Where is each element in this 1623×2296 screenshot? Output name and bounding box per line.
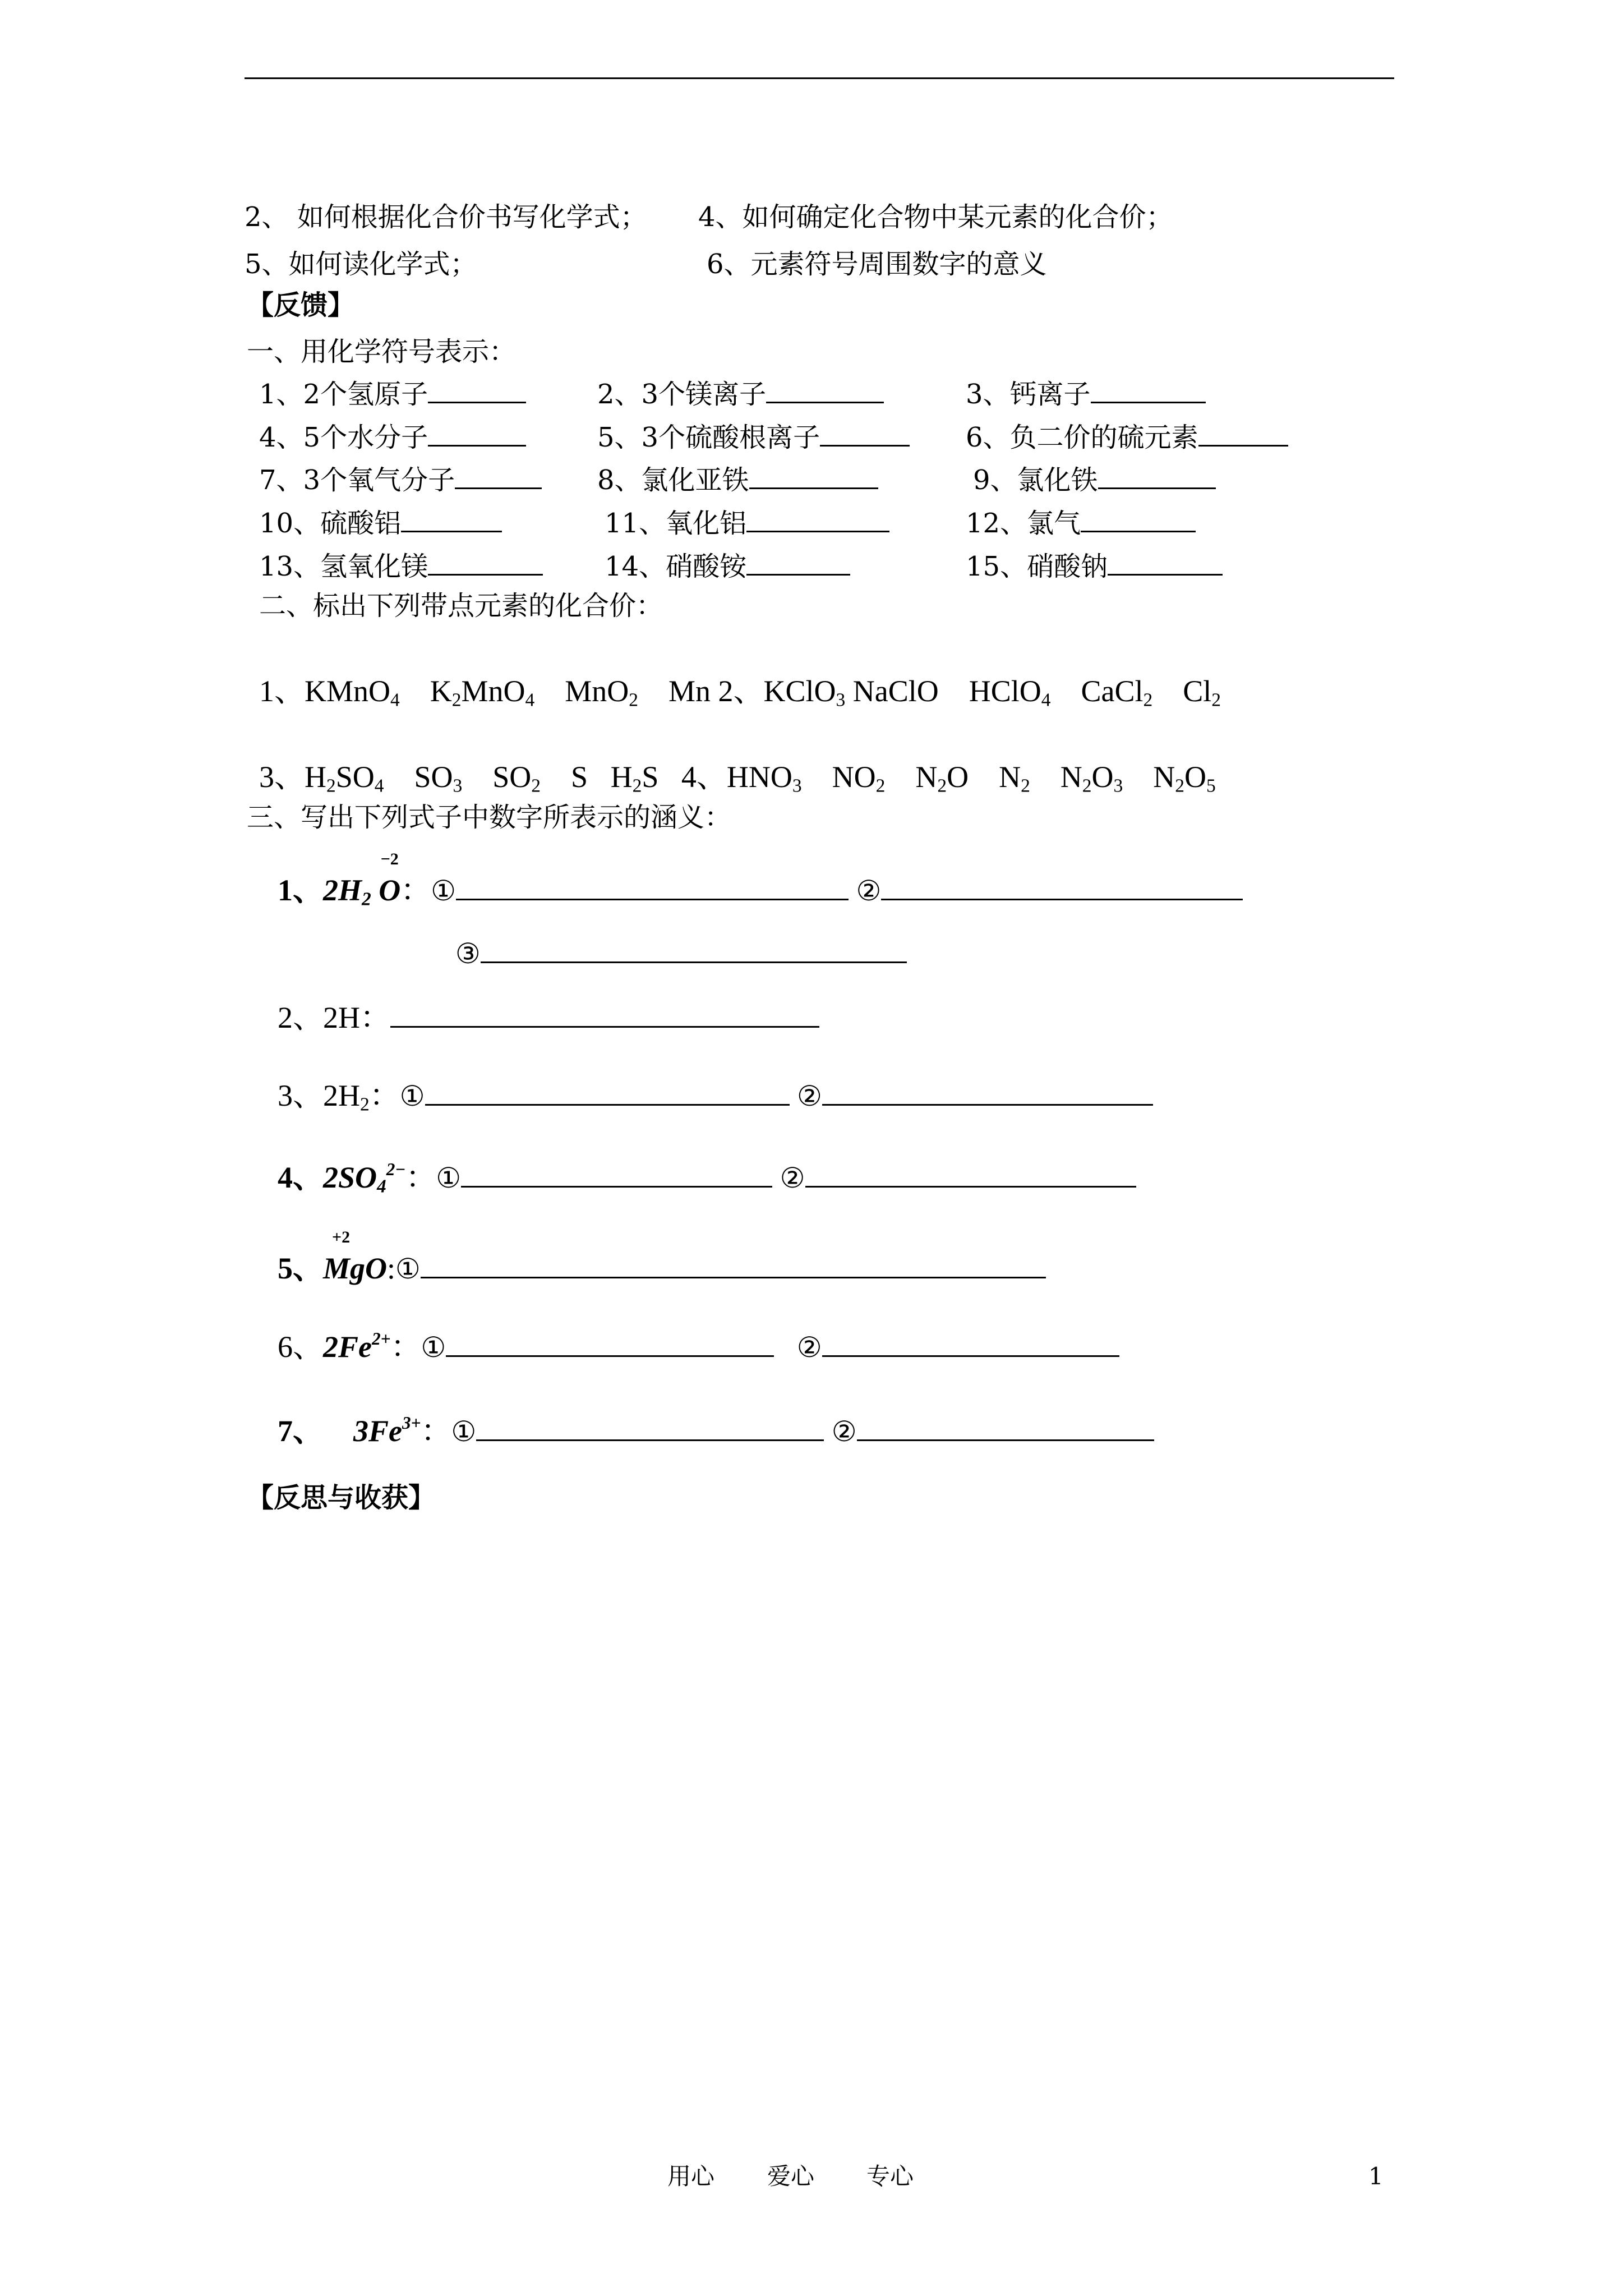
question-5: 5、Mg +2 O:① [278,1251,1046,1286]
answer-blank[interactable] [746,505,889,532]
formula-cacl2: CaCl$_2$ [1081,674,1153,711]
formula-mn: Mn [668,674,711,708]
answer-blank[interactable] [1198,419,1288,447]
formula-so2: $SO_2$ [492,760,541,797]
part1-item-9: 9、氯化铁 [973,462,1216,497]
formula-k2mno4: $K_2MnO_4$ [430,674,535,711]
answer-blank[interactable] [401,505,502,532]
objective-4: 4、如何确定化合物中某元素的化合价； [698,201,1173,233]
answer-blank[interactable] [421,1251,1046,1278]
formula-n2o3: $N_2O_3$ [1060,760,1123,797]
question-1: 1、$2H_2$ O −2 ：① ② [278,873,1243,908]
formula-h2so4: $H_2SO_4$ [305,760,384,797]
part2-title: 二、标出下列带点元素的化合价： [259,590,663,622]
formula-n2o: $N_2O$ [915,760,969,797]
part1-item-1: 1、2个氢原子 [259,376,526,411]
part1-item-6: 6、负二价的硫元素 [966,419,1288,454]
question-6: 6、$2Fe^{2+}$：① ② [278,1329,1119,1364]
formula-mno2: MnO$_2$ [565,674,638,711]
page-number: 1 [1368,2162,1384,2190]
part1-item-7: 7、3个氧气分子 [259,462,542,497]
answer-blank[interactable] [1108,548,1223,576]
answer-blank[interactable] [749,462,878,489]
answer-blank[interactable] [857,1414,1154,1441]
answer-blank[interactable] [766,376,884,403]
part1-item-4: 4、5个水分子 [259,419,526,454]
question-1-part-3: ③ [455,936,907,970]
formula-h2s: $H_2S$ [610,760,659,797]
part1-item-15: 15、硝酸钠 [966,548,1223,583]
answer-blank[interactable] [456,873,849,900]
formula-no2: $NO_2$ [832,760,886,797]
formula-so3: $SO_3$ [414,760,463,797]
answer-blank[interactable] [820,419,910,447]
part1-item-11: 11、氧化铝 [605,505,889,540]
valence-label: +2 [332,1228,351,1246]
formula-n2o5: $N_2O_5$ [1153,760,1216,797]
part1-title: 一、用化学符号表示： [247,336,517,367]
part1-item-5: 5、3个硫酸根离子 [597,419,910,454]
objective-5: 5、如何读化学式； [245,249,477,280]
reflection-heading: 【反思与收获】 [247,1482,436,1513]
answer-blank[interactable] [476,1414,824,1441]
formula-cl2: $Cl_2$ [1183,674,1221,711]
answer-blank[interactable] [455,462,542,489]
part1-item-8: 8、氯化亚铁 [597,462,878,497]
footer-slogan-2: 爱心 [767,2162,815,2190]
answer-blank[interactable] [428,419,526,447]
answer-blank[interactable] [446,1329,774,1357]
footer-slogan-1: 用心 [667,2162,715,2190]
formula-2fe2: $2Fe^{2+}$ [323,1329,391,1364]
formula-n2: $N_2$ [999,760,1030,797]
formula-hclo4: HClO$_4$ [969,674,1051,711]
answer-blank[interactable] [805,1160,1136,1188]
part3-title: 三、写出下列式子中数字所表示的涵义： [247,802,732,833]
formula-naclo: NaClO [852,674,939,708]
question-2: 2、2H： [278,1000,819,1034]
formula-2h2: $2H_2$ [323,1079,370,1115]
answer-blank[interactable] [1091,376,1206,403]
answer-blank[interactable] [822,1329,1119,1357]
answer-blank[interactable] [1081,505,1196,532]
formula-mgo: Mg +2 O [323,1228,388,1285]
formula-3fe3: $3Fe^{3+}$ [353,1413,421,1448]
formula-hno3: $HNO_3$ [726,760,802,797]
answer-blank[interactable] [425,1078,790,1106]
footer-slogan-3: 专心 [866,2162,914,2190]
formula-s: S [571,760,588,794]
answer-blank[interactable] [1098,462,1216,489]
question-4: 4、$2SO_4^{2-}$：① ② [278,1160,1136,1195]
formula-row-2: 3、$H_2SO_4$ $SO_3$ $SO_2$ S $H_2S$ 4、$HNO_3$ $NO_2$ $N_2O$ $N_2$ $N_2O_3$ $N_2O_5$ [259,760,1216,797]
part1-item-13: 13、氢氧化镁 [259,548,543,583]
answer-blank[interactable] [461,1160,772,1188]
part1-item-14: 14、硝酸铵 [605,548,850,583]
answer-blank[interactable] [481,936,907,963]
feedback-heading: 【反馈】 [247,289,355,321]
part1-item-2: 2、3个镁离子 [597,376,884,411]
answer-blank[interactable] [428,376,526,403]
valence-label: −2 [380,850,399,868]
answer-blank[interactable] [822,1078,1153,1106]
question-3: 3、$2H_2$：① ② [278,1078,1153,1113]
question-7: 7、 $3Fe^{3+}$：① ② [278,1414,1154,1448]
formula-kclo3: KClO$_3$ [763,674,846,711]
formula-kmno4: KMnO$_4$ [305,674,400,711]
formula-2h2o: $2H_2$ O −2 [323,850,401,910]
header-rule [245,77,1394,79]
part1-item-3: 3、钙离子 [966,376,1206,411]
answer-blank[interactable] [390,1000,819,1028]
formula-2so4: $2SO_4^{2-}$ [323,1159,406,1197]
part1-item-10: 10、硫酸铝 [259,505,502,540]
formula-row-1: 1、KMnO$_4$ $K_2MnO_4$ MnO$_2$ Mn 2、KClO$_3$ NaClO HClO$_4$ CaCl$_2$ $Cl_2$ [259,674,1221,711]
objective-6: 6、元素符号周围数字的意义 [707,249,1047,280]
answer-blank[interactable] [428,548,543,576]
answer-blank[interactable] [746,548,850,576]
part1-item-12: 12、氯气 [966,505,1196,540]
answer-blank[interactable] [881,873,1243,900]
objective-2: 2、 如何根据化合价书写化学式； [245,201,647,233]
